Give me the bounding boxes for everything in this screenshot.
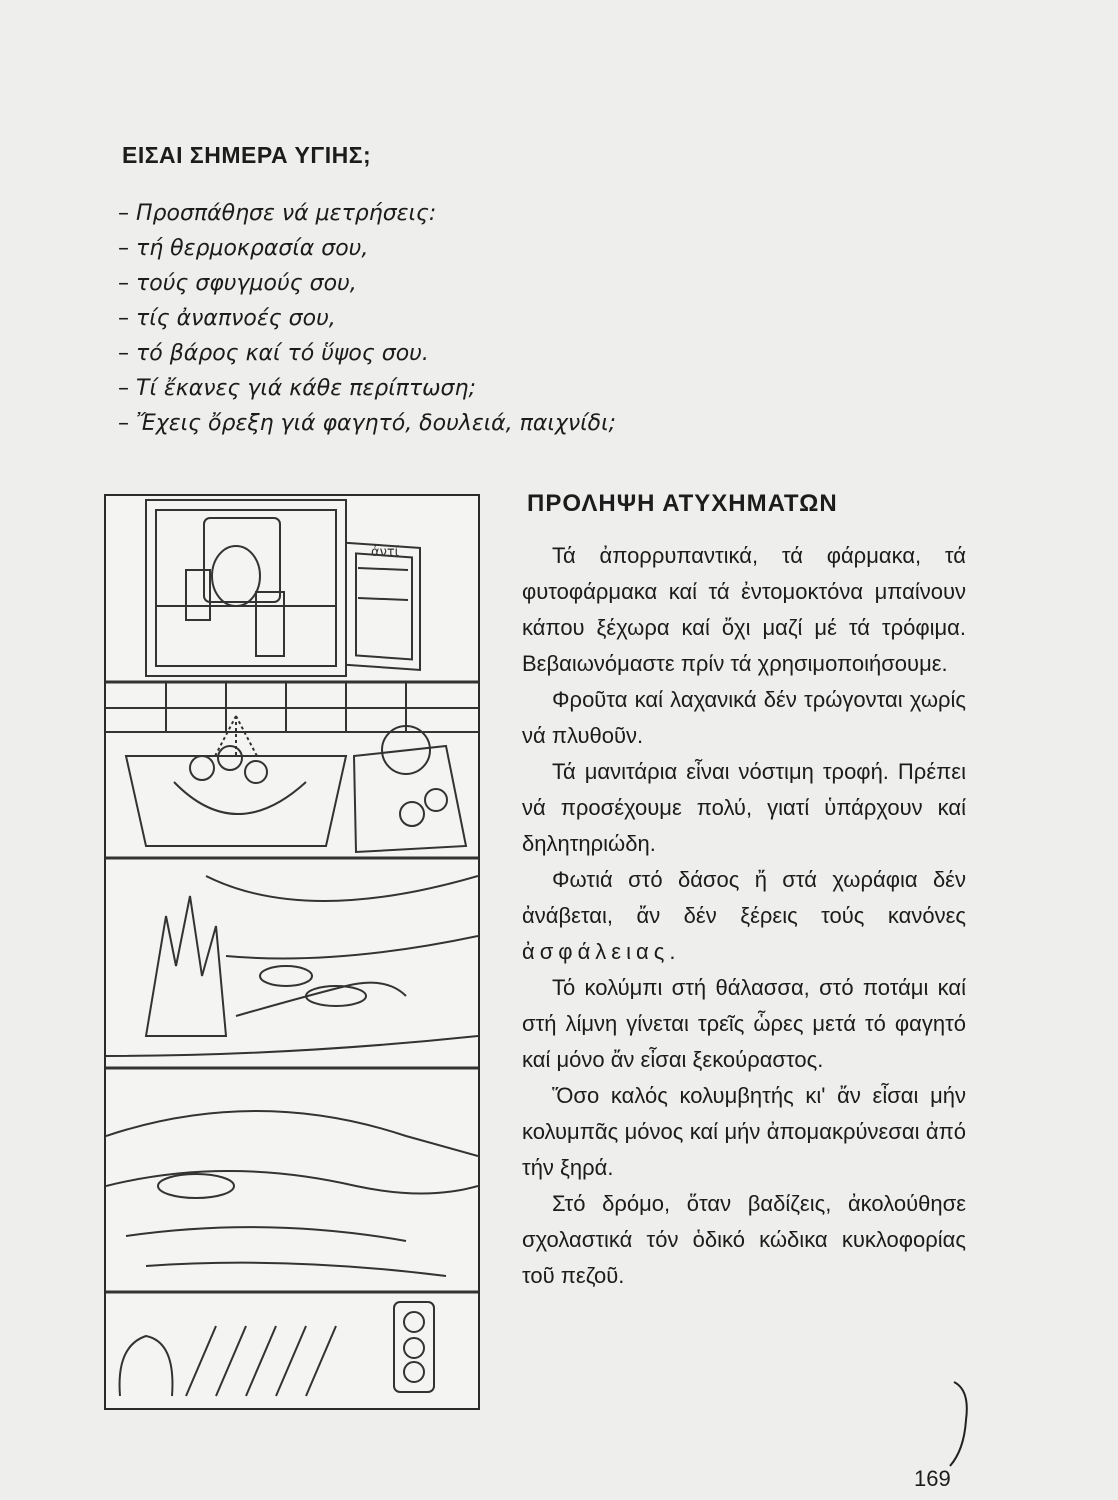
paragraph: Τό κολύμπι στή θάλασσα, στό ποτάμι καί στή λίμνη γίνεται τρεῖς ὧρες μετά τό φαγητό καί μόνο ἄν εἶσαι ξεκούραστος. — [522, 975, 966, 1072]
safety-text — [522, 538, 966, 1294]
question-item: – τή θερμοκρασία σου, — [118, 231, 616, 266]
question-item: – Τί ἔκανες γιά κάθε περίπτωση; — [118, 371, 616, 406]
question-item: – τίς ἀναπνοές σου, — [118, 301, 616, 336]
section-title: ΠΡΟΛΗΨΗ ΑΤΥΧΗΜΑΤΩΝ — [527, 490, 838, 517]
health-questions-list — [118, 196, 616, 441]
paragraph: Ὅσο καλός κολυμβητής κι' ἄν εἶσαι μήν κολυμπᾶς μόνος καί μήν ἀπομακρύνεσαι ἀπό τήν ξηρά. — [522, 1083, 966, 1180]
forest-fire-icon — [106, 876, 478, 1068]
question-item: – τό βάρος καί τό ὕψος σου. — [118, 336, 616, 371]
cabinet-icon — [106, 500, 478, 682]
paragraph: Τά ἀπορρυπαντικά, τά φάρμακα, τά φυτοφάρμακα καί τά ἐντομοκτόνα μπαίνουν κάπου ξέχωρα καί ὄχι μαζί μέ τά τρόφιμα. Βεβαιωνόμαστε πρίν τά χρησιμοποιήσουμε. — [522, 543, 966, 676]
sea-icon — [106, 1111, 478, 1292]
page-number: 169 — [914, 1466, 951, 1491]
paragraph-text: . — [669, 939, 676, 964]
paragraph: Τά μανιτάρια εἶναι νόστιμη τροφή. Πρέπει νά προσέχουμε πολύ, γιατί ὑπάρχουν καί δηλητηριώδη. — [522, 759, 966, 856]
paragraph: Φροῦτα καί λαχανικά δέν τρώγονται χωρίς νά πλυθοῦν. — [522, 687, 966, 748]
emphasized-word: ἀσφάλειας — [522, 939, 670, 964]
paragraph — [522, 862, 966, 970]
question-item: – τούς σφυγμούς σου, — [118, 266, 616, 301]
bracket-mark-icon — [946, 1380, 976, 1470]
question-item: – Προσπάθησε νά μετρήσεις: — [118, 196, 616, 231]
question-item: – Ἔχεις ὄρεξη γιά φαγητό, δουλειά, παιχνίδι; — [118, 406, 616, 441]
sink-icon — [106, 682, 478, 858]
paragraph: Στό δρόμο, ὅταν βαδίζεις, ἀκολούθησε σχολαστικά τόν ὁδικό κώδικα κυκλοφορίας τοῦ πεζοῦ. — [522, 1191, 966, 1288]
paragraph-text: Φωτιά στό δάσος ἤ στά χωράφια δέν ἀνάβεται, ἄν δέν ξέρεις τούς κανόνες — [522, 867, 966, 928]
cabinet-label: ἀντί — [371, 545, 400, 560]
crosswalk-icon — [120, 1302, 434, 1396]
page-heading: ΕΙΣΑΙ ΣΗΜΕΡΑ ΥΓΙΗΣ; — [122, 142, 372, 168]
safety-illustration — [104, 494, 480, 1410]
